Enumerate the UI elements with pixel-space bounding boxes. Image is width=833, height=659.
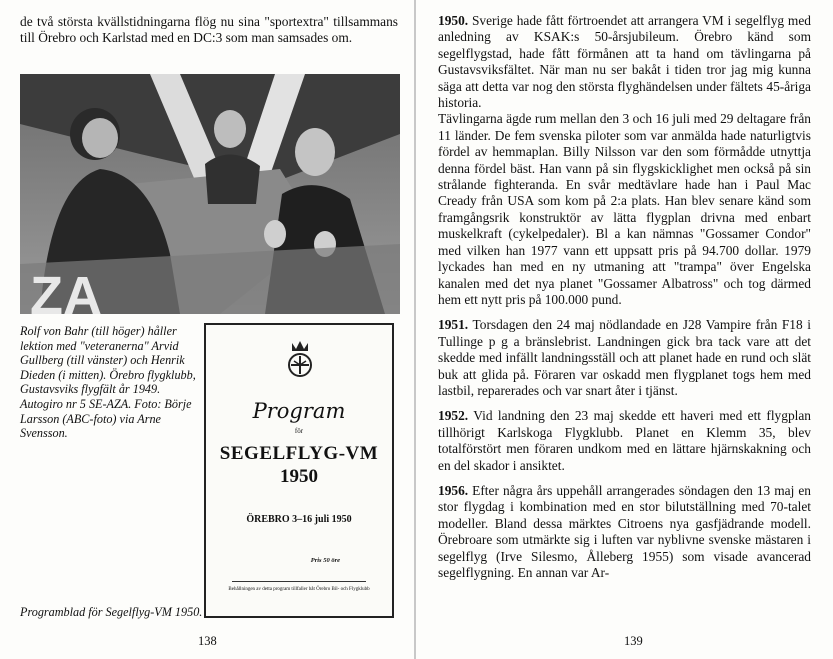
program-price: Pris 50 öre xyxy=(310,557,340,564)
program-caption: Programblad för Segelflyg-VM 1950. xyxy=(20,605,203,619)
intro-paragraph: de två största kvällstidningarna flög nu sina "sportextra" tillsammans till Örebro och Karlstad med en DC:3 som man samsades om. xyxy=(20,14,398,46)
entry-1952 xyxy=(438,408,811,474)
page-number-left: 138 xyxy=(198,634,217,648)
entry-year: 1951. xyxy=(438,317,469,333)
entry-1951 xyxy=(438,317,811,399)
entry-year: 1950. xyxy=(438,13,469,28)
entry-year: 1956. xyxy=(438,482,469,498)
entry-year: 1952. xyxy=(438,408,469,424)
right-page xyxy=(416,0,833,659)
program-divider xyxy=(232,581,366,582)
photo-illustration xyxy=(20,74,400,314)
left-page xyxy=(0,0,414,659)
entry-1956 xyxy=(438,483,811,581)
historical-photo xyxy=(20,74,400,314)
entry-text-continued: Tävlingarna ägde rum mellan den 3 och 16 juli med 29 deltagare från 11 länder. De fem svenska piloter som var anmälda hade naturligtvis fördel av hemmaplan. Billy Nilsson var den som förmådde utnyttja denna fördel bäst. Han vann på sin flygskicklighet men också på sin strålande fighteranda. En svår medtävlare hade han i Paul Mac Cready från USA som kom på 2:a plats. Han blev senare känd som framgångsrik konstruktör av lätta flygplan drivna med enbart muskelkraft (cykelpedaler). Bl a kan nämnas "Gossamer Condor" med vilken han 1977 vann ett uppsatt pris på 94.700 dollar. 1979 lyckades han med en ny utmaning att "trampa" över Engelska kanalen med det nya planet "Gossamer Albatross" och tog därmed hem ett nytt pris på 100.000 pund. xyxy=(438,111,811,307)
program-event-name: SEGELFLYG-VM xyxy=(219,443,379,464)
program-year: 1950 xyxy=(280,466,318,487)
svg-text:ZA: ZA xyxy=(30,266,102,314)
crown-emblem-icon xyxy=(284,339,316,379)
entry-text: Torsdagen den 24 maj nödlandade en J28 Vampire från F18 i Tullinge p g a bränslebrist. Landningen gick bra tack vare att det skedde med infällt landningsställ och att planet hade en rund och slät buk att glida på. Föraren var oskadd men flygplanet togs hem med lastbil, reparerades och var snart åter i tjänst. xyxy=(438,317,812,398)
program-title: Program xyxy=(252,399,346,423)
program-card xyxy=(204,323,394,618)
page-number-right: 139 xyxy=(624,634,643,648)
program-place-date: ÖREBRO 3–16 juli 1950 xyxy=(246,514,352,525)
program-for-text: för xyxy=(294,427,304,435)
entry-1950 xyxy=(438,13,811,308)
entry-text: Vid landning den 23 maj skedde ett haveri med ett flygplan tillhörigt Karlskoga Flygklubb. Planet en Klemm 35, blev totalförstört men föraren undkom med en lättare hjärnskakning och en del skador i ansiktet. xyxy=(438,408,812,473)
entry-text: Sverige hade fått förtroendet att arrangera VM i segelflyg med anledning av KSAK:s 50-årsjubileum. Örebro känd som segelflygstad, hade fått förmånen att ta hand om tävlingarna på Gustavsviksfältet. När man nu ser bakåt i tiden tror jag mig kunna säga att detta var nog den största flyghändelsen under fältets 45-åriga historia. xyxy=(438,13,811,111)
program-footer: Behållningen av detta program tillfaller båt Örebro Bil- och Flygklubb xyxy=(228,587,370,592)
photo-caption: Rolf von Bahr (till höger) håller lektion med "veteranerna" Arvid Gullberg (till vänster) och Henrik Dieden (i mitten). Örebro flygklubb, Gustavsviks flygfält år 1949. Autogiro nr 5 SE-AZA. Foto: Börje Larsson (ABC-foto) via Arne Svensson. xyxy=(20,324,196,441)
chronicle-column xyxy=(438,13,811,590)
entry-text: Efter några års uppehåll arrangerades söndagen den 13 maj en stor flygdag i kombination med en stor bilutställning med 70-talet modeller. Bland dessa märktes Citroens nya gasfjädrande modell. Örebroare som utmärkte sig i luften var nyblivne svenske mästaren i segelflyg (Irve Silesmo, Ålleberg 1955) som visade avancerad segelflygning. En annan var Ar- xyxy=(438,482,811,580)
